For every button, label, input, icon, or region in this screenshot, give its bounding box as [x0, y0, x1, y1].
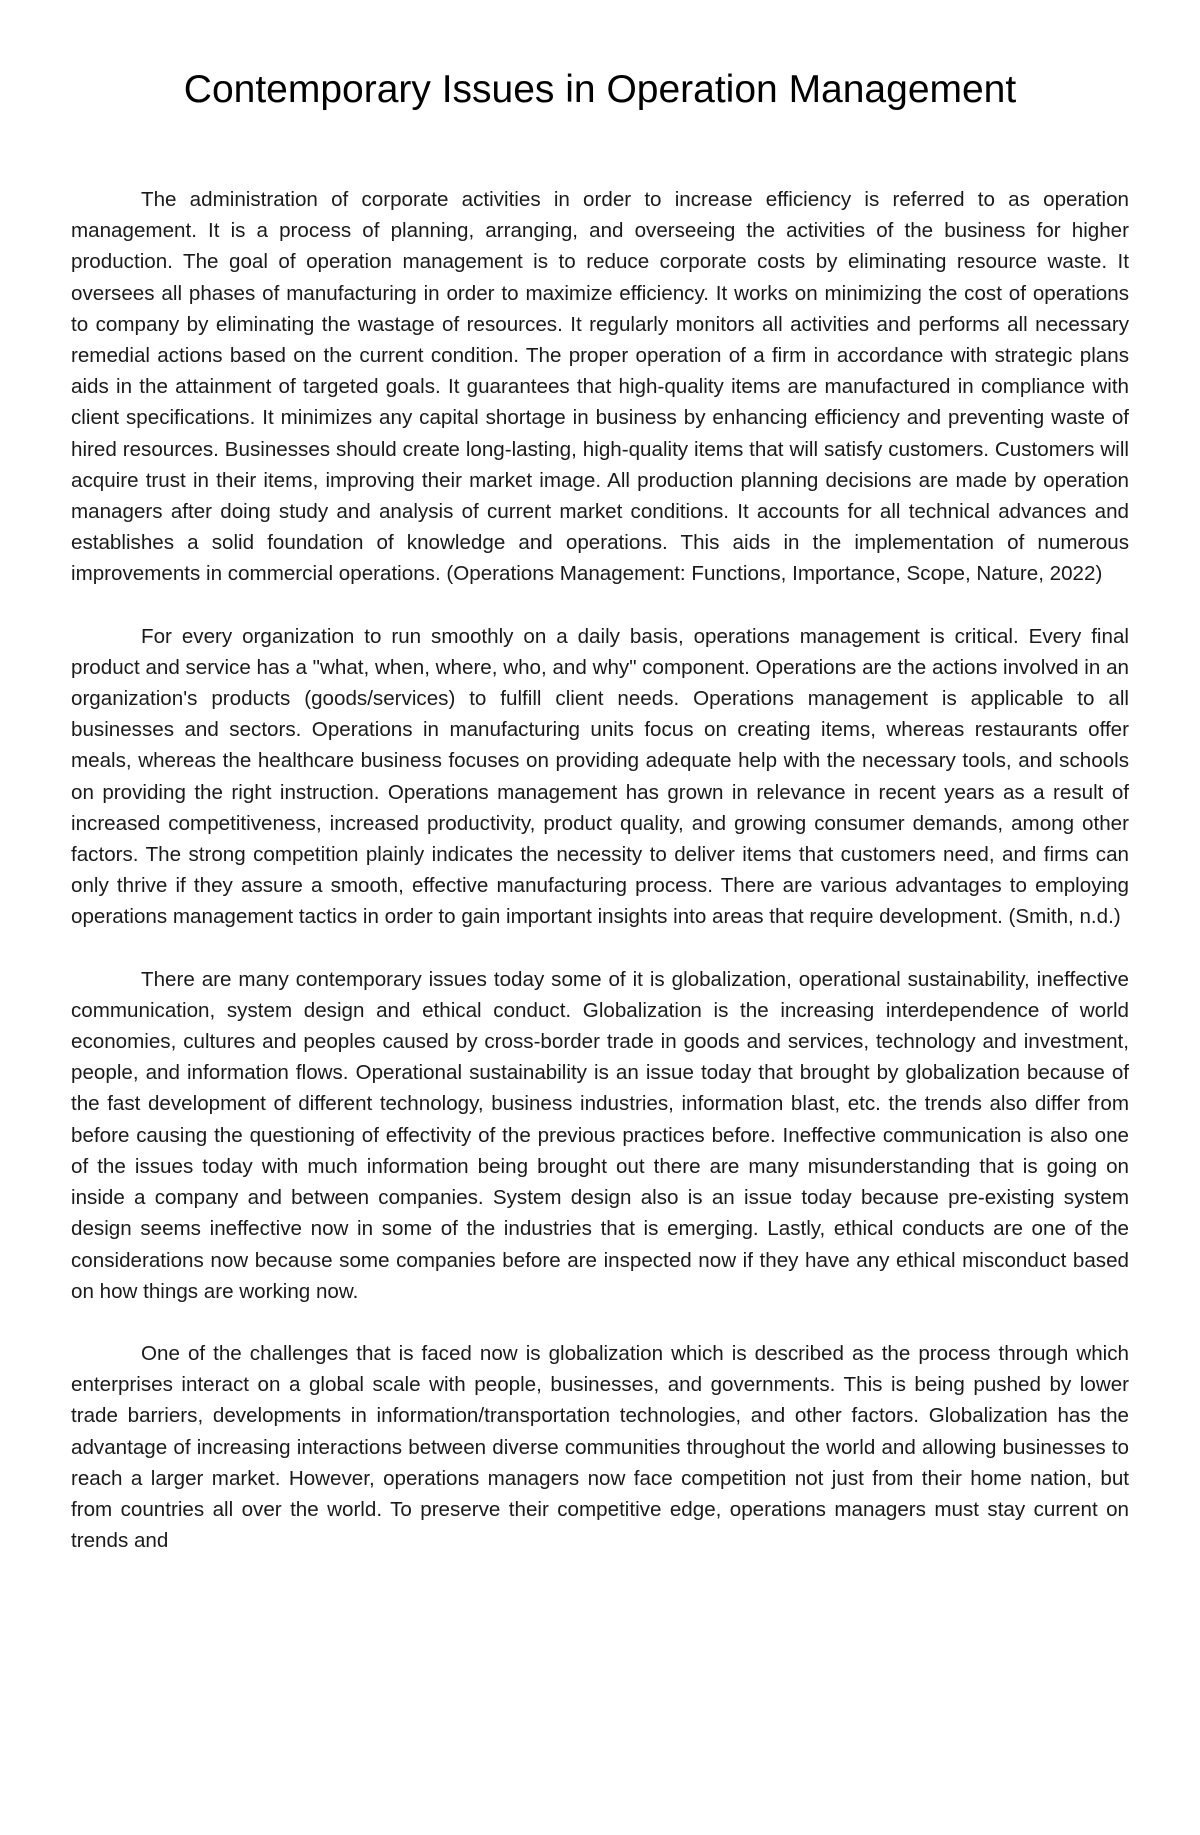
paragraph-3: There are many contemporary issues today some of it is globalization, operational sustainability, ineffective communication, system design and ethical conduct. Globalization is the increasing interdependence of world economies, cultures and peoples caused by cross-border trade in goods and services, technology and investment, people, and information flows. Operational sustainability is an issue today that brought by globalization because of the fast development of different technology, business industries, information blast, etc. the trends also differ from before causing the questioning of effectivity of the previous practices before. Ineffective communication is also one of the issues today with much information being brought out there are many misunderstanding that is going on inside a company and between companies. System design also is an issue today because pre-existing system design seems ineffective now in some of the industries that is emerging. Lastly, ethical conducts are one of the considerations now because some companies before are inspected now if they have any ethical misconduct based on how things are working now. [71, 967, 1129, 1303]
paragraph-2: For every organization to run smoothly on a daily basis, operations management is critical. Every final product and service has a "what, when, where, who, and why" component. Operations are the actions involved in an organization's products (goods/services) to fulfill client needs. Operations management is applicable to all businesses and sectors. Operations in manufacturing units focus on creating items, whereas restaurants offer meals, whereas the healthcare business focuses on providing adequate help with the necessary tools, and schools on providing the right instruction. Operations management has grown in relevance in recent years as a result of increased competitiveness, increased productivity, product quality, and growing consumer demands, among other factors. The strong competition plainly indicates the necessity to deliver items that customers need, and firms can only thrive if they assure a smooth, effective manufacturing process. There are various advantages to employing operations management tactics in order to gain important insights into areas that require development. (Smith, n.d.) [71, 624, 1129, 929]
paragraph-1: The administration of corporate activities in order to increase efficiency is referred to as operation management. It is a process of planning, arranging, and overseeing the activities of the business for higher production. The goal of operation management is to reduce corporate costs by eliminating resource waste. It oversees all phases of manufacturing in order to maximize efficiency. It works on minimizing the cost of operations to company by eliminating the wastage of resources. It regularly monitors all activities and performs all necessary remedial actions based on the current condition. The proper operation of a firm in accordance with strategic plans aids in the attainment of targeted goals. It guarantees that high-quality items are manufactured in compliance with client specifications. It minimizes any capital shortage in business by enhancing efficiency and preventing waste of hired resources. Businesses should create long-lasting, high-quality items that will satisfy customers. Customers will acquire trust in their items, improving their market image. All production planning decisions are made by operation managers after doing study and analysis of current market conditions. It accounts for all technical advances and establishes a solid foundation of knowledge and operations. This aids in the implementation of numerous improvements in commercial operations. (Operations Management: Functions, Importance, Scope, Nature, 2022) [71, 188, 1129, 586]
paragraph-4: One of the challenges that is faced now is globalization which is described as the process through which enterprises interact on a global scale with people, businesses, and governments. This is being pushed by lower trade barriers, developments in information/transportation technologies, and other factors. Globalization has the advantage of increasing interactions between diverse communities throughout the world and allowing businesses to reach a larger market. However, operations managers now face competition not just from their home nation, but from countries all over the world. To preserve their competitive edge, operations managers must stay current on trends and [71, 1341, 1129, 1553]
document-title: Contemporary Issues in Operation Management [183, 68, 1017, 111]
document-body [71, 184, 1129, 1587]
